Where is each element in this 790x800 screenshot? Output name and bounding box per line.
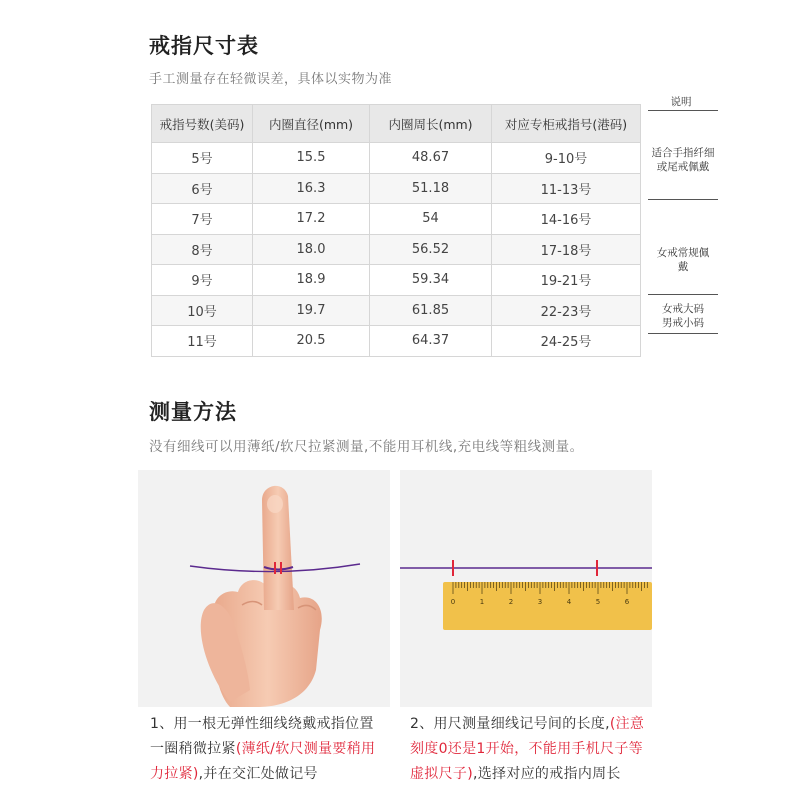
cell-diameter: 18.0 <box>253 234 370 265</box>
cell-hk-size: 11-13号 <box>492 173 641 204</box>
page-subtitle: 手工测量存在轻微误差，具体以实物为准 <box>149 72 393 87</box>
method-subtitle: 没有细线可以用薄纸/软尺拉紧测量,不能用耳机线,充电线等粗线测量。 <box>149 439 584 455</box>
cell-diameter: 17.2 <box>253 204 370 235</box>
notes-header: 说明 <box>670 96 692 108</box>
cell-circumference: 48.67 <box>370 143 492 174</box>
notes-divider <box>648 294 718 295</box>
note-large-women-small-men: 女戒大码 男戒小码 <box>662 303 704 329</box>
header-hk-size: 对应专柜戒指号(港码) <box>492 105 641 143</box>
hand-illustration <box>138 470 390 707</box>
cell-circumference: 56.52 <box>370 234 492 265</box>
notes-divider <box>648 199 718 200</box>
cell-circumference: 61.85 <box>370 295 492 326</box>
ruler-label-3: 3 <box>537 598 543 606</box>
caption-step-2: 2、用尺测量细线记号间的长度,(注意 刻度0还是1开始，不能用手机尺子等 虚拟尺子),选择对应的戒指内周长 <box>410 716 645 782</box>
cell-us-size: 7号 <box>152 204 253 235</box>
ruler-label-1: 1 <box>479 598 485 606</box>
header-inner-circumference: 内圈周长(mm) <box>370 105 492 143</box>
cell-diameter: 19.7 <box>253 295 370 326</box>
ruler-illustration <box>400 470 652 707</box>
table-row <box>152 173 641 204</box>
cell-hk-size: 22-23号 <box>492 295 641 326</box>
table-row <box>152 326 641 357</box>
cell-hk-size: 17-18号 <box>492 234 641 265</box>
cell-diameter: 20.5 <box>253 326 370 357</box>
notes-divider <box>648 110 718 111</box>
cell-diameter: 18.9 <box>253 265 370 296</box>
cell-hk-size: 19-21号 <box>492 265 641 296</box>
cell-us-size: 6号 <box>152 173 253 204</box>
cell-hk-size: 14-16号 <box>492 204 641 235</box>
cell-circumference: 54 <box>370 204 492 235</box>
page-title: 戒指尺寸表 <box>149 34 259 58</box>
ruler-label-0: 0 <box>450 598 456 606</box>
cell-us-size: 11号 <box>152 326 253 357</box>
note-regular-women: 女戒常规佩 戴 <box>656 247 710 273</box>
ruler-photo <box>400 470 652 707</box>
header-us-size: 戒指号数(美码) <box>152 105 253 143</box>
table-header-row <box>152 105 641 143</box>
ruler-body <box>443 582 652 630</box>
size-table <box>151 104 641 357</box>
cell-circumference: 59.34 <box>370 265 492 296</box>
cell-us-size: 8号 <box>152 234 253 265</box>
cell-circumference: 64.37 <box>370 326 492 357</box>
table-row <box>152 295 641 326</box>
cell-diameter: 15.5 <box>253 143 370 174</box>
ruler-label-4: 4 <box>566 598 572 606</box>
cell-hk-size: 24-25号 <box>492 326 641 357</box>
header-inner-diameter: 内圈直径(mm) <box>253 105 370 143</box>
ruler-label-6: 6 <box>624 598 630 606</box>
note-slim-fingers: 适合手指纤细 或尾戒佩戴 <box>651 147 715 173</box>
finger-photo <box>138 470 390 707</box>
ruler-label-2: 2 <box>508 598 514 606</box>
cell-us-size: 9号 <box>152 265 253 296</box>
ruler-label-5: 5 <box>595 598 601 606</box>
table-row <box>152 204 641 235</box>
cell-circumference: 51.18 <box>370 173 492 204</box>
table-row <box>152 265 641 296</box>
cell-hk-size: 9-10号 <box>492 143 641 174</box>
cell-us-size: 5号 <box>152 143 253 174</box>
notes-divider <box>648 333 718 334</box>
cell-diameter: 16.3 <box>253 173 370 204</box>
table-row <box>152 234 641 265</box>
cell-us-size: 10号 <box>152 295 253 326</box>
method-title: 测量方法 <box>149 400 237 424</box>
table-row <box>152 143 641 174</box>
caption-step-1: 1、用一根无弹性细线绕戴戒指位置 一圈稍微拉紧(薄纸/软尺测量要稍用 力拉紧),并在交汇处做记号 <box>150 716 376 782</box>
